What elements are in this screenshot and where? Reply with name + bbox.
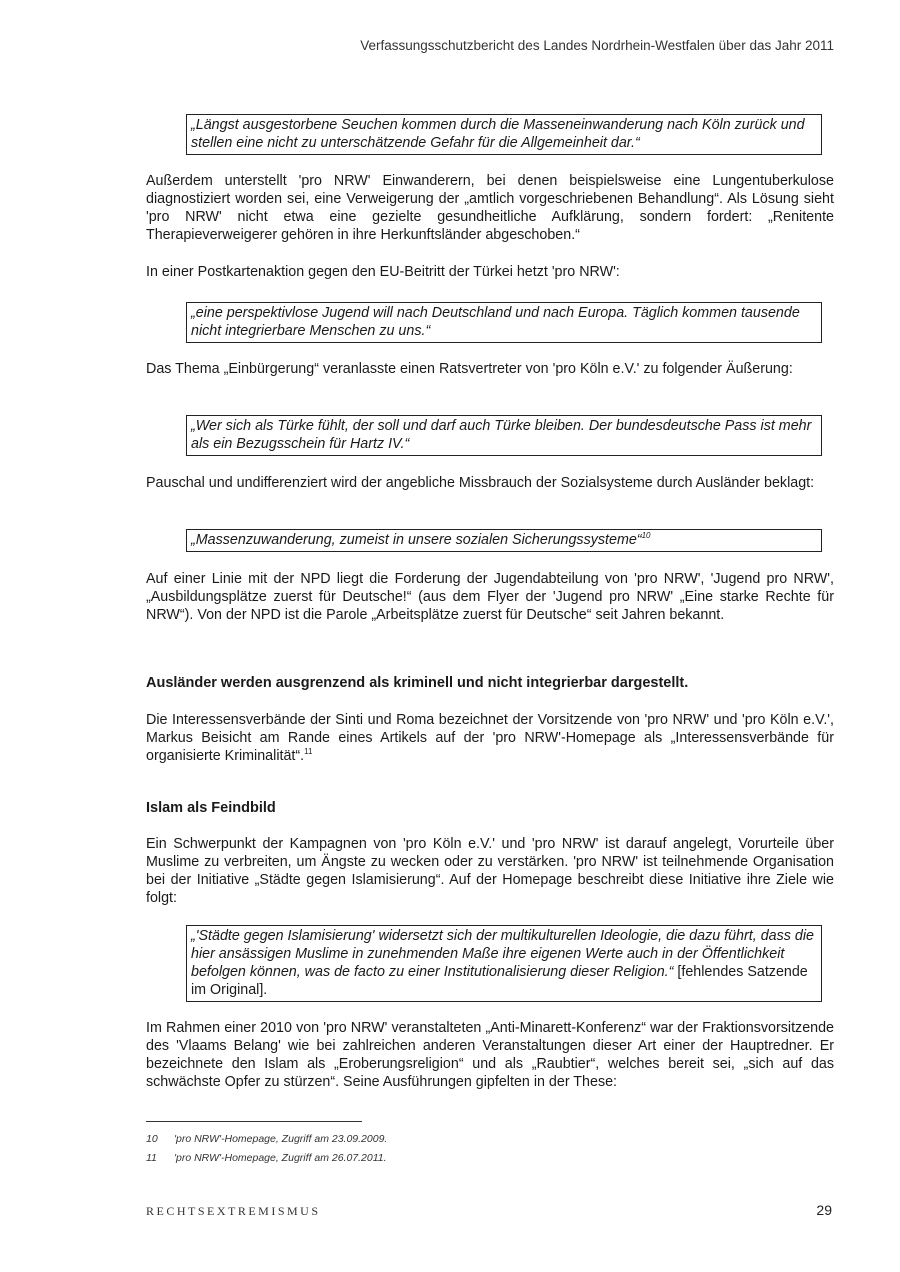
paragraph-tuberkulose: Außerdem unterstellt 'pro NRW' Einwanderern, bei denen beispielsweise eine Lungentuberkulose diagnostiziert worden sei, eine Verweigerung der „amtlich vorgeschriebenen Behandlung“. Als Lösung sieht 'pro NRW' nicht etwa eine gezielte gesundheitliche Aufklärung, sondern fordert: „Renitente Therapieverweigerer gehören in ihre Herkunftsländer abgeschoben.“ (146, 173, 834, 243)
footnote-separator (146, 1121, 362, 1122)
quote-box-massenzuwanderung (186, 529, 822, 552)
footnote-10 (146, 1133, 387, 1145)
quote-text: „Massenzuwanderung, zumeist in unsere sozialen Sicherungssysteme“ (191, 532, 642, 548)
paragraph-text: Die Interessensverbände der Sinti und Roma bezeichnet der Vorsitzende von 'pro NRW' und 'pro Köln e.V.', Markus Beisicht am Rande eines Artikels auf der 'pro NRW'-Homepage als „Interessensverbände für organisierte Kriminalität“. (146, 712, 834, 764)
quote-note: [fehlendes Satzende im Original]. (191, 964, 808, 998)
page-number: 29 (816, 1202, 832, 1218)
section-heading-auslaender: Ausländer werden ausgrenzend als kriminell und nicht integrierbar dargestellt. (146, 675, 689, 691)
paragraph-sozialsysteme: Pauschal und undifferenziert wird der angebliche Missbrauch der Sozialsysteme durch Ausländer beklagt: (146, 475, 815, 491)
paragraph-sinti-roma (146, 711, 834, 765)
quote-text: „'Städte gegen Islamisierung' widersetzt sich der multikulturellen Ideologie, die dazu führt, dass die hier ansässigen Muslime in zunehmenden Maße ihre eigenen Werte auch in der Öffentlichkeit befolgen können, was de facto zu einer Institutionalisierung dieser Religion.“ (191, 928, 814, 980)
footnote-ref-11: 11 (304, 747, 313, 757)
footnote-ref-10: 10 (641, 531, 651, 541)
paragraph-npd-linie: Auf einer Linie mit der NPD liegt die Forderung der Jugendabteilung von 'pro NRW', 'Jugend pro NRW', „Ausbildungsplätze zuerst für Deutsche!“ (aus dem Flyer der 'Jugend pro NRW' „Eine starke Rechte für NRW“). Von der NPD ist die Parole „Arbeitsplätze zuerst für Deutsche“ seit Jahren bekannt. (146, 571, 834, 623)
quote-box-jugend (186, 302, 822, 343)
paragraph-postkartenaktion: In einer Postkartenaktion gegen den EU-Beitritt der Türkei hetzt 'pro NRW': (146, 264, 620, 280)
paragraph-anti-minarett: Im Rahmen einer 2010 von 'pro NRW' veranstalteten „Anti-Minarett-Konferenz“ war der Fraktionsvorsitzende des 'Vlaams Belang' wie bei zahlreichen anderen Veranstaltungen dieser Art einer der Hauptredner. Er bezeichnete den Islam als „Eroberungsreligion“ und als „Raubtier“, welches bereit sei, „sich auf das schwächste Opfer zu stürzen“. Seine Ausführungen gipfelten in der These: (146, 1020, 834, 1090)
footnote-11 (146, 1152, 387, 1164)
section-heading-islam: Islam als Feindbild (146, 800, 276, 816)
paragraph-einbuergerung: Das Thema „Einbürgerung“ veranlasste einen Ratsvertreter von 'pro Köln e.V.' zu folgender Äußerung: (146, 361, 793, 377)
quote-box-staedte (186, 925, 822, 1002)
footnote-number: 11 (146, 1152, 157, 1164)
quote-box-seuchen (186, 114, 822, 155)
footnote-number: 10 (146, 1133, 158, 1145)
quote-text: „eine perspektivlose Jugend will nach Deutschland und nach Europa. Täglich kommen tausende nicht integrierbare Menschen zu uns.“ (191, 305, 800, 339)
footnote-text: 'pro NRW'-Homepage, Zugriff am 23.09.2009. (174, 1133, 388, 1145)
quote-text: „Längst ausgestorbene Seuchen kommen durch die Masseneinwanderung nach Köln zurück und stellen eine nicht zu unterschätzende Gefahr für die Allgemeinheit dar.“ (191, 117, 805, 151)
paragraph-kampagnen: Ein Schwerpunkt der Kampagnen von 'pro Köln e.V.' und 'pro NRW' ist darauf angelegt, Vorurteile über Muslime zu verbreiten, um Ängste zu wecken oder zu verstärken. 'pro NRW' ist teilnehmende Organisation bei der Initiative „Städte gegen Islamisierung“. Auf der Homepage beschreibt diese Initiative ihre Ziele wie folgt: (146, 836, 834, 906)
quote-box-tuerke (186, 415, 822, 456)
quote-text: „Wer sich als Türke fühlt, der soll und darf auch Türke bleiben. Der bundesdeutsche Pass ist mehr als ein Bezugsschein für Hartz IV.“ (191, 418, 812, 452)
page-header-title: Verfassungsschutzbericht des Landes Nordrhein-Westfalen über das Jahr 2011 (360, 38, 834, 53)
footnote-text: 'pro NRW'-Homepage, Zugriff am 26.07.2011. (174, 1152, 387, 1164)
footer-section-label: RECHTSEXTREMISMUS (146, 1204, 321, 1218)
